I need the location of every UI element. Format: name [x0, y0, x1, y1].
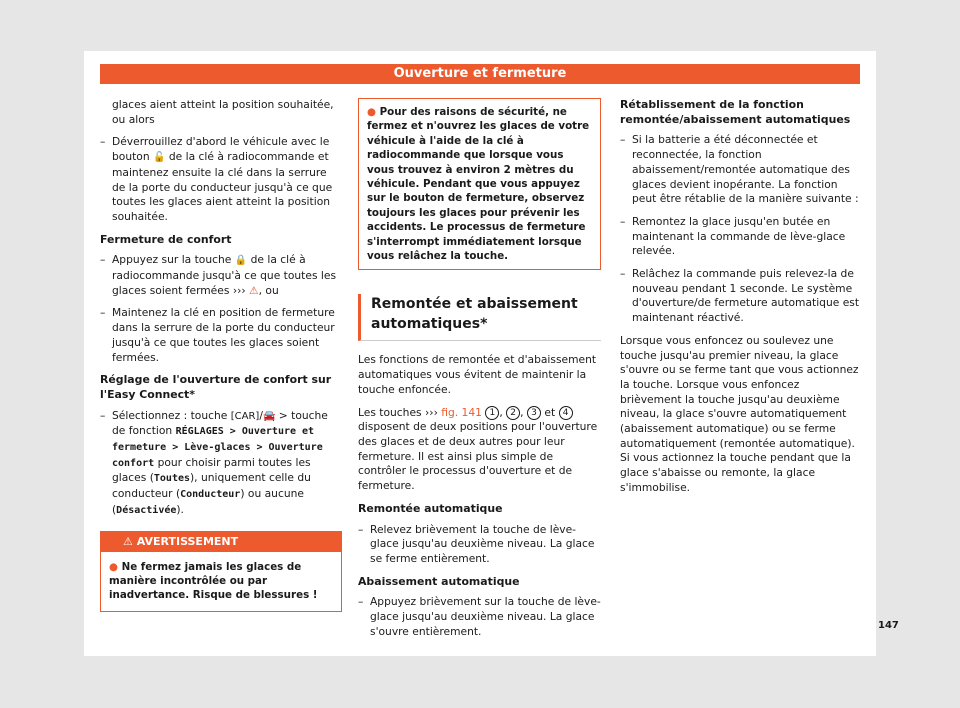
list-item-relachez: – Relâchez la commande puis relevez-la de nouveau pendant 1 seconde. Le système d'ouverture/de fermeture automatique est maintenant réactivé. [620, 267, 860, 326]
list-item-press: – Appuyez sur la touche 🔒 de la clé à radiocommande jusqu'à ce que toutes les glaces soient fermées ››› ⚠, ou [100, 253, 342, 298]
page-header: Ouverture et fermeture [100, 64, 860, 84]
car-menu-icon: 🚘 [262, 410, 276, 422]
figure-link[interactable]: fig. 141 [441, 405, 482, 419]
section-title: Remontée et abaissement automatiques* [358, 294, 601, 341]
paragraph-touches: Les touches ››› fig. 141 1 , 2 , 3 et 4 disposent de deux positions pour l'ouverture des glaces et de deux autres pour leur fermeture. Il est ainsi plus simple de contrôler le processus d'ouverture et de fermeture. [358, 405, 598, 493]
list-item-remontez: – Remontez la glace jusqu'en butée en maintenant la commande de lève-glace relevée. [620, 215, 860, 259]
paragraph-continued: glaces aient atteint la position souhaitée, ou alors [112, 98, 334, 126]
list-item-remontee: – Relevez brièvement la touche de lève-glace jusqu'au deuxième niveau. La glace se ferme entièrement. [358, 523, 601, 567]
heading-reglage: Réglage de l'ouverture de confort sur l'Easy Connect* [100, 373, 332, 401]
arrow-ref-icon: ››› [425, 405, 438, 419]
callout-4: 4 [559, 406, 573, 420]
car-button-icon: [CAR] [230, 410, 260, 422]
warning-box [100, 531, 342, 612]
heading-remontee: Remontée automatique [358, 501, 503, 515]
warning-triangle-icon: ⚠ [249, 283, 259, 297]
callout-2: 2 [506, 406, 520, 420]
safety-note-box: ● Pour des raisons de sécurité, ne fermez et n'ouvrez les glaces de votre véhicule à l'aide de la clé à radiocommande que lorsque vous vous trouvez à environ 2 mètres du véhicule. Pendant que vous appuyez sur le bouton de fermeture, observez toujours les glaces pour prévenir les accidents. Le processus de fermeture s'interrompt immédiatement lorsque vous relâchez la touche. [358, 98, 601, 270]
paragraph-intro: Les fonctions de remontée et d'abaissement automatiques vous évitent de maintenir la touche enfoncée. [358, 353, 597, 396]
heading-confort: Fermeture de confort [100, 232, 232, 246]
callout-1: 1 [485, 406, 499, 420]
lock-key-icon: 🔒 [234, 255, 248, 267]
callout-3: 3 [527, 406, 541, 420]
warning-header: ⚠ AVERTISSEMENT [101, 532, 341, 552]
column-1 [100, 98, 342, 612]
list-item-battery: – Si la batterie a été déconnectée et reconnectée, la fonction abaissement/remontée automatique des glaces devient inopérante. La fonction peut être rétablie de la manière suivante : [620, 133, 860, 207]
column-3 [620, 98, 860, 504]
warning-body: ● Ne fermez jamais les glaces de manière incontrôlée ou par inadvertance. Risque de blessures ! [109, 560, 318, 602]
list-item-abaissement: – Appuyez brièvement sur la touche de lève-glace jusqu'au deuxième niveau. La glace s'ouvre entièrement. [358, 595, 601, 639]
heading-abaissement: Abaissement automatique [358, 574, 520, 588]
list-item-hold: – Maintenez la clé en position de fermeture dans la serrure de la porte du conducteur jusqu'à ce que toutes les glaces soient fermées. [100, 306, 342, 365]
list-item-select: – Sélectionnez : touche [CAR]/🚘 > touche de fonction RÉGLAGES > Ouverture et fermeture > Lève-glaces > Ouverture confort pour choisir parmi toutes les glaces (Toutes), uniquement celle du conducteur (Conducteur) ou aucune (Désactivée). [100, 409, 342, 519]
arrow-ref-icon: ››› [232, 283, 246, 297]
paragraph-final: Lorsque vous enfoncez ou soulevez une touche jusqu'au premier niveau, la glace s'ouvre ou se ferme tant que vous actionnez la touche. Lorsque vous enfoncez brièvement la touche jusqu'au deuxième niveau, la glace s'ouvre automatiquement (abaissement automatique) ou se ferme automatiquement (remontée automatique). Si vous actionnez la touche pendant que la glace s'abaisse ou remonte, la glace s'immobilise. [620, 333, 859, 494]
list-item-unlock: – Déverrouillez d'abord le véhicule avec le bouton 🔓 de la clé à radiocommande et maintenez ensuite la clé dans la serrure de la porte du conducteur jusqu'à ce que toutes les glaces aient atteint la position souhaitée. [100, 135, 342, 224]
heading-retablissement: Rétablissement de la fonction remontée/abaissement automatiques [620, 98, 851, 126]
warning-icon: ⚠ [123, 534, 133, 548]
column-2 [358, 98, 601, 647]
bullet-icon: ● [367, 106, 376, 118]
page-number: 147 [878, 620, 899, 631]
bullet-icon: ● [109, 560, 118, 573]
unlock-key-icon: 🔓 [153, 152, 166, 164]
